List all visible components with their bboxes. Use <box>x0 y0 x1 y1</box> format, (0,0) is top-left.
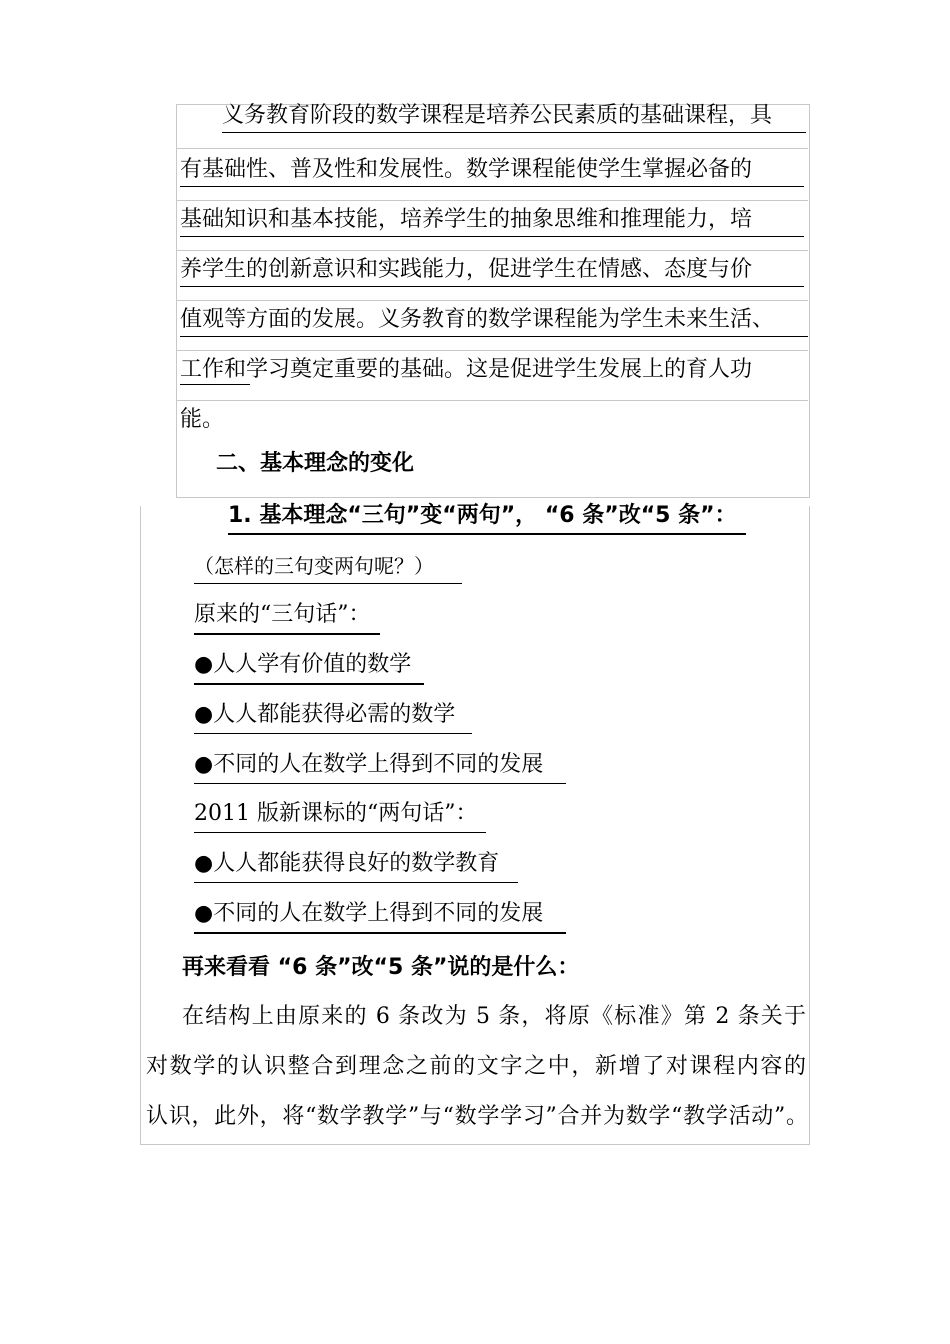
intro-line: 基础知识和基本技能，培养学生的抽象思维和推理能力，培 <box>180 206 804 237</box>
new-item: ●人人都能获得良好的数学教育 <box>194 851 500 876</box>
question-text: （怎样的三句变两句呢？） <box>194 554 434 578</box>
row-divider <box>176 250 808 251</box>
item-underline <box>194 932 566 934</box>
new-item: ●不同的人在数学上得到不同的发展 <box>194 901 544 926</box>
intro-line: 能。 <box>180 407 225 432</box>
label-underline <box>194 633 380 635</box>
underline-fragment <box>180 384 250 385</box>
original-item: ●人人学有价值的数学 <box>194 652 412 677</box>
intro-line: 工作和学习奠定重要的基础。这是促进学生发展上的育人功 <box>180 357 753 382</box>
intro-line: 养学生的创新意识和实践能力，促进学生在情感、态度与价 <box>180 256 804 287</box>
row-divider <box>176 300 808 301</box>
intro-line: 有基础性、普及性和发展性。数学课程能使学生掌握必备的 <box>180 156 804 187</box>
see-heading: 再来看看 “6 条”改“5 条”说的是什么： <box>182 955 580 980</box>
item-underline <box>194 783 566 784</box>
row-divider <box>176 200 808 201</box>
original-item: ●不同的人在数学上得到不同的发展 <box>194 752 544 777</box>
subheading: 1. 基本理念“三句”变“两句”， “6 条”改“5 条”： <box>228 503 737 528</box>
section-heading: 二、基本理念的变化 <box>216 451 415 476</box>
question-underline <box>194 583 462 584</box>
label-underline <box>194 832 486 833</box>
body-line: 在结构上由原来的 6 条改为 5 条，将原《标准》第 2 条关于 <box>182 1004 806 1029</box>
body-line: 对数学的认识整合到理念之前的文字之中，新增了对课程内容的 <box>146 1054 806 1079</box>
subheading-underline <box>228 533 746 535</box>
row-divider <box>176 350 808 351</box>
new-label: 2011 版新课标的“两句话”： <box>194 801 478 826</box>
original-item: ●人人都能获得必需的数学 <box>194 702 456 727</box>
item-underline <box>194 882 518 883</box>
intro-line: 义务教育阶段的数学课程是培养公民素质的基础课程，具 <box>222 102 806 133</box>
intro-line: 值观等方面的发展。义务教育的数学课程能为学生未来生活、 <box>180 306 808 337</box>
original-label: 原来的“三句话”： <box>194 602 371 627</box>
item-underline <box>194 733 472 734</box>
row-divider <box>176 400 808 401</box>
row-divider <box>176 148 808 149</box>
body-line: 认识，此外，将“数学教学”与“数学学习”合并为数学“教学活动”。 <box>146 1104 809 1129</box>
item-underline <box>194 683 424 685</box>
